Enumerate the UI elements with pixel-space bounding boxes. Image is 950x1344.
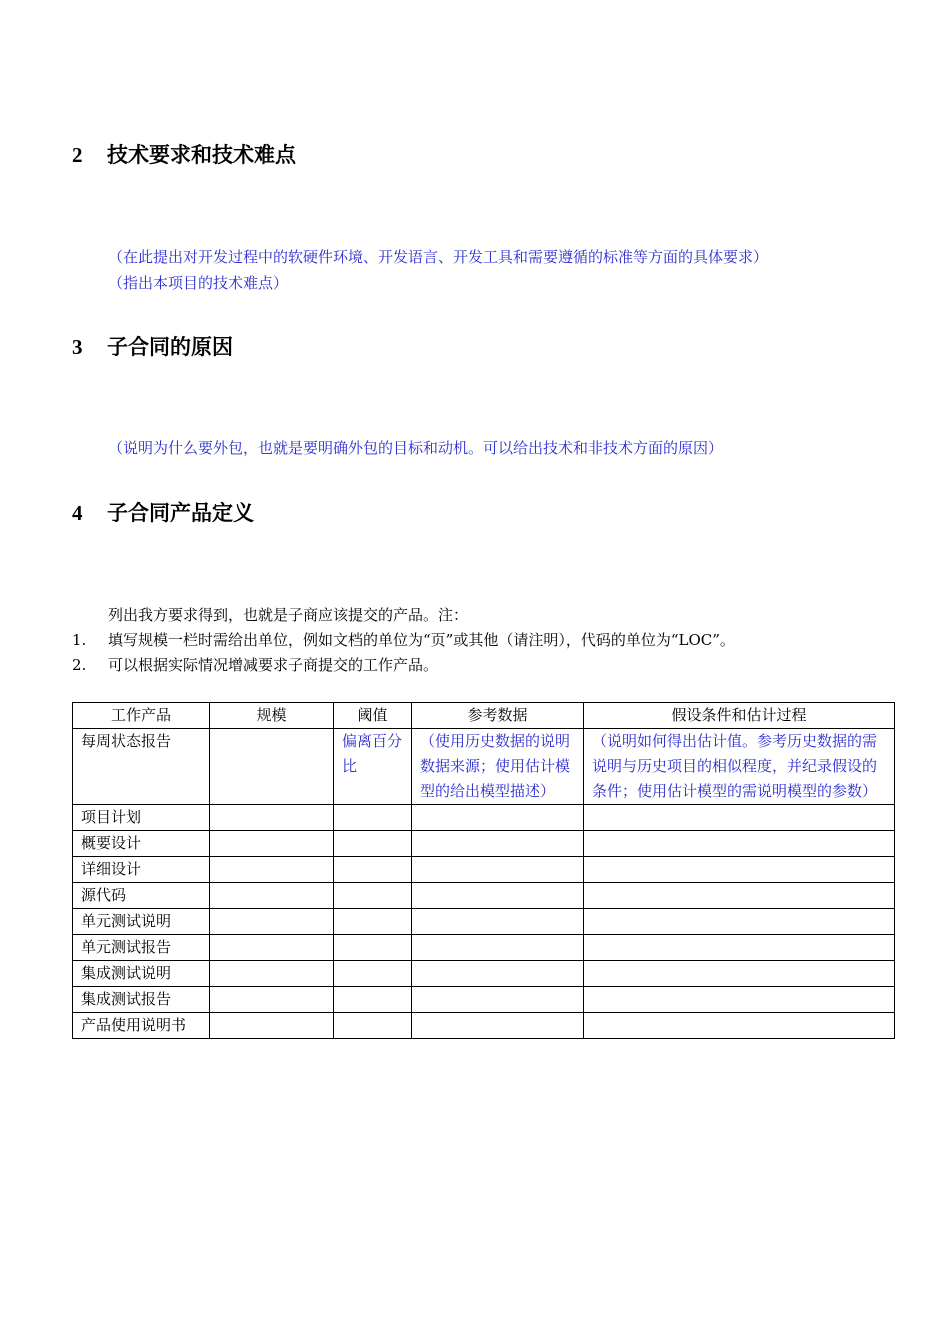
- table-row: [73, 935, 895, 961]
- cell-threshold: [334, 961, 412, 987]
- cell-reference: [412, 805, 584, 831]
- cell-product: 集成测试报告: [73, 987, 210, 1013]
- cell-threshold: [334, 909, 412, 935]
- list-item-2-text: 可以根据实际情况增减要求子商提交的工作产品。: [108, 656, 439, 674]
- cell-assumption: [584, 857, 895, 883]
- cell-assumption: [584, 935, 895, 961]
- cell-assumption: [584, 987, 895, 1013]
- list-item-1-text: 填写规模一栏时需给出单位，例如文档的单位为“页”或其他（请注明），代码的单位为“LOC”。: [108, 631, 735, 649]
- table-row: [73, 987, 895, 1013]
- cell-scale: [210, 831, 334, 857]
- section-3-heading: [72, 335, 233, 359]
- cell-product: 概要设计: [73, 831, 210, 857]
- section-2-title: 技术要求和技术难点: [107, 143, 296, 167]
- cell-product: 源代码: [73, 883, 210, 909]
- table-row: [73, 1013, 895, 1039]
- cell-threshold: [334, 805, 412, 831]
- cell-threshold: [334, 831, 412, 857]
- section-3-number: 3: [72, 335, 83, 359]
- product-table: [72, 702, 895, 1039]
- cell-assumption: [584, 831, 895, 857]
- cell-threshold: [334, 1013, 412, 1039]
- cell-assumption: （说明如何得出估计值。参考历史数据的需说明与历史项目的相似程度，并纪录假设的条件；使用估计模型的需说明模型的参数）: [584, 729, 895, 805]
- section-2-heading: [72, 143, 296, 167]
- cell-scale: [210, 805, 334, 831]
- cell-assumption: [584, 909, 895, 935]
- list-item-1-number: 1.: [72, 631, 87, 649]
- header-reference: 参考数据: [412, 703, 584, 729]
- section-2-number: 2: [72, 143, 83, 167]
- cell-reference: [412, 883, 584, 909]
- cell-reference: [412, 909, 584, 935]
- cell-scale: [210, 729, 334, 805]
- cell-reference: [412, 831, 584, 857]
- cell-product: 详细设计: [73, 857, 210, 883]
- header-assumption: 假设条件和估计过程: [584, 703, 895, 729]
- header-product: 工作产品: [73, 703, 210, 729]
- table-row: [73, 831, 895, 857]
- cell-reference: [412, 1013, 584, 1039]
- table-row: [73, 857, 895, 883]
- cell-threshold: [334, 857, 412, 883]
- table-row: [73, 961, 895, 987]
- cell-product: 单元测试说明: [73, 909, 210, 935]
- cell-threshold: 偏离百分比: [334, 729, 412, 805]
- cell-product: 集成测试说明: [73, 961, 210, 987]
- table-row: [73, 805, 895, 831]
- cell-assumption: [584, 961, 895, 987]
- header-threshold: 阈值: [334, 703, 412, 729]
- section-2-note-1: （在此提出对开发过程中的软硬件环境、开发语言、开发工具和需要遵循的标准等方面的具体要求）: [108, 248, 769, 266]
- cell-scale: [210, 883, 334, 909]
- cell-threshold: [334, 935, 412, 961]
- cell-threshold: [334, 987, 412, 1013]
- cell-product: 产品使用说明书: [73, 1013, 210, 1039]
- cell-reference: [412, 987, 584, 1013]
- cell-assumption: [584, 1013, 895, 1039]
- cell-reference: [412, 935, 584, 961]
- cell-reference: [412, 961, 584, 987]
- cell-assumption: [584, 805, 895, 831]
- section-2-note-2: （指出本项目的技术难点）: [108, 274, 289, 292]
- list-item-2-number: 2.: [72, 656, 87, 674]
- cell-product: 每周状态报告: [73, 729, 210, 805]
- header-scale: 规模: [210, 703, 334, 729]
- cell-product: 单元测试报告: [73, 935, 210, 961]
- cell-scale: [210, 1013, 334, 1039]
- table-row: [73, 909, 895, 935]
- cell-scale: [210, 909, 334, 935]
- section-4-number: 4: [72, 501, 83, 525]
- table-row: [73, 729, 895, 805]
- cell-scale: [210, 961, 334, 987]
- cell-scale: [210, 987, 334, 1013]
- table-header-row: [73, 703, 895, 729]
- section-4-heading: [72, 501, 254, 525]
- cell-reference: [412, 857, 584, 883]
- cell-reference: （使用历史数据的说明数据来源；使用估计模型的给出模型描述）: [412, 729, 584, 805]
- cell-scale: [210, 857, 334, 883]
- cell-threshold: [334, 883, 412, 909]
- cell-assumption: [584, 883, 895, 909]
- cell-scale: [210, 935, 334, 961]
- table-row: [73, 883, 895, 909]
- section-4-title: 子合同产品定义: [107, 501, 254, 525]
- cell-product: 项目计划: [73, 805, 210, 831]
- section-3-title: 子合同的原因: [107, 335, 233, 359]
- section-3-note: （说明为什么要外包，也就是要明确外包的目标和动机。可以给出技术和非技术方面的原因）: [108, 439, 724, 457]
- section-4-intro: 列出我方要求得到，也就是子商应该提交的产品。注：: [108, 606, 469, 624]
